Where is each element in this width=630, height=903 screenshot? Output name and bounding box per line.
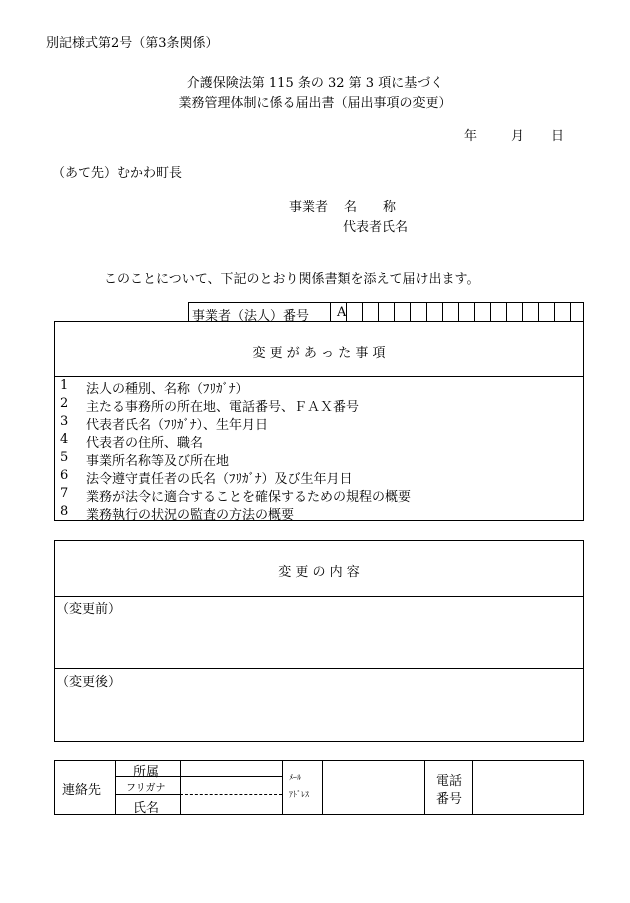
- name-label: 氏名: [133, 801, 160, 816]
- phone-label-line-1: 電話: [436, 774, 463, 789]
- affiliation-label: 所属: [133, 765, 160, 780]
- changed-item-2-num: 2: [60, 396, 69, 411]
- representative-name-label: 代表者氏名: [343, 220, 409, 235]
- email-label-line-2: ｱﾄﾞﾚｽ: [289, 790, 309, 799]
- phone-field[interactable]: [474, 762, 582, 813]
- changed-item-5-num: 5: [60, 450, 69, 465]
- changed-item-6-text: 法令遵守責任者の氏名（ﾌﾘｶﾞﾅ）及び生年月日: [86, 472, 353, 487]
- date-day-label: 日: [551, 129, 565, 144]
- before-change-field[interactable]: [56, 612, 580, 666]
- business-number-prefix: A: [337, 305, 347, 320]
- changed-item-8-text: 業務執行の状況の監査の方法の概要: [86, 508, 295, 523]
- furigana-field[interactable]: [182, 778, 280, 793]
- title-line-2: 業務管理体制に係る届出書（届出事項の変更）: [178, 96, 452, 111]
- changed-item-6-num: 6: [60, 468, 69, 483]
- after-change-field[interactable]: [56, 686, 580, 740]
- email-field[interactable]: [324, 762, 422, 813]
- changed-items-header: 変 更 が あ っ た 事 項: [252, 346, 386, 361]
- phone-label-line-2: 番号: [436, 792, 463, 807]
- business-label: 事業者: [289, 200, 329, 215]
- changed-item-4-num: 4: [60, 432, 69, 447]
- changed-item-3-num: 3: [60, 414, 69, 429]
- changed-item-1-text: 法人の種別、名称（ﾌﾘｶﾞﾅ）: [86, 382, 249, 397]
- date-year-label: 年: [464, 129, 478, 144]
- contact-label: 連絡先: [62, 783, 102, 798]
- after-change-label: （変更後）: [56, 675, 122, 690]
- affiliation-field[interactable]: [182, 762, 280, 775]
- changed-item-8-num: 8: [60, 504, 69, 519]
- date-month-label: 月: [511, 129, 525, 144]
- business-number-label: 事業者（法人）番号: [192, 309, 310, 324]
- changed-item-7-num: 7: [60, 486, 69, 501]
- changed-item-1-num: 1: [60, 378, 69, 393]
- email-label-line-1: ﾒｰﾙ: [289, 773, 301, 782]
- before-change-label: （変更前）: [56, 602, 122, 617]
- changed-item-3-text: 代表者氏名（ﾌﾘｶﾞﾅ）、生年月日: [86, 418, 269, 433]
- changed-item-7-text: 業務が法令に適合することを確保するための規程の概要: [86, 490, 412, 505]
- name-field[interactable]: [182, 796, 280, 813]
- changed-item-5-text: 事業所名称等及び所在地: [86, 454, 230, 469]
- title-line-1: 介護保険法第 115 条の 32 第 3 項に基づく: [186, 76, 444, 91]
- form-label: 別記様式第2号（第3条関係）: [46, 36, 219, 51]
- changed-item-2-text: 主たる事務所の所在地、電話番号、ＦＡＸ番号: [86, 400, 360, 415]
- statement: このことについて、下記のとおり関係書類を添えて届け出ます。: [104, 272, 480, 287]
- business-name-label: 名 称: [344, 200, 397, 215]
- change-content-header: 変 更 の 内 容: [278, 565, 360, 580]
- addressee: （あて先）むかわ町長: [52, 166, 183, 181]
- furigana-label: フリガナ: [126, 783, 166, 794]
- changed-item-4-text: 代表者の住所、職名: [86, 436, 204, 451]
